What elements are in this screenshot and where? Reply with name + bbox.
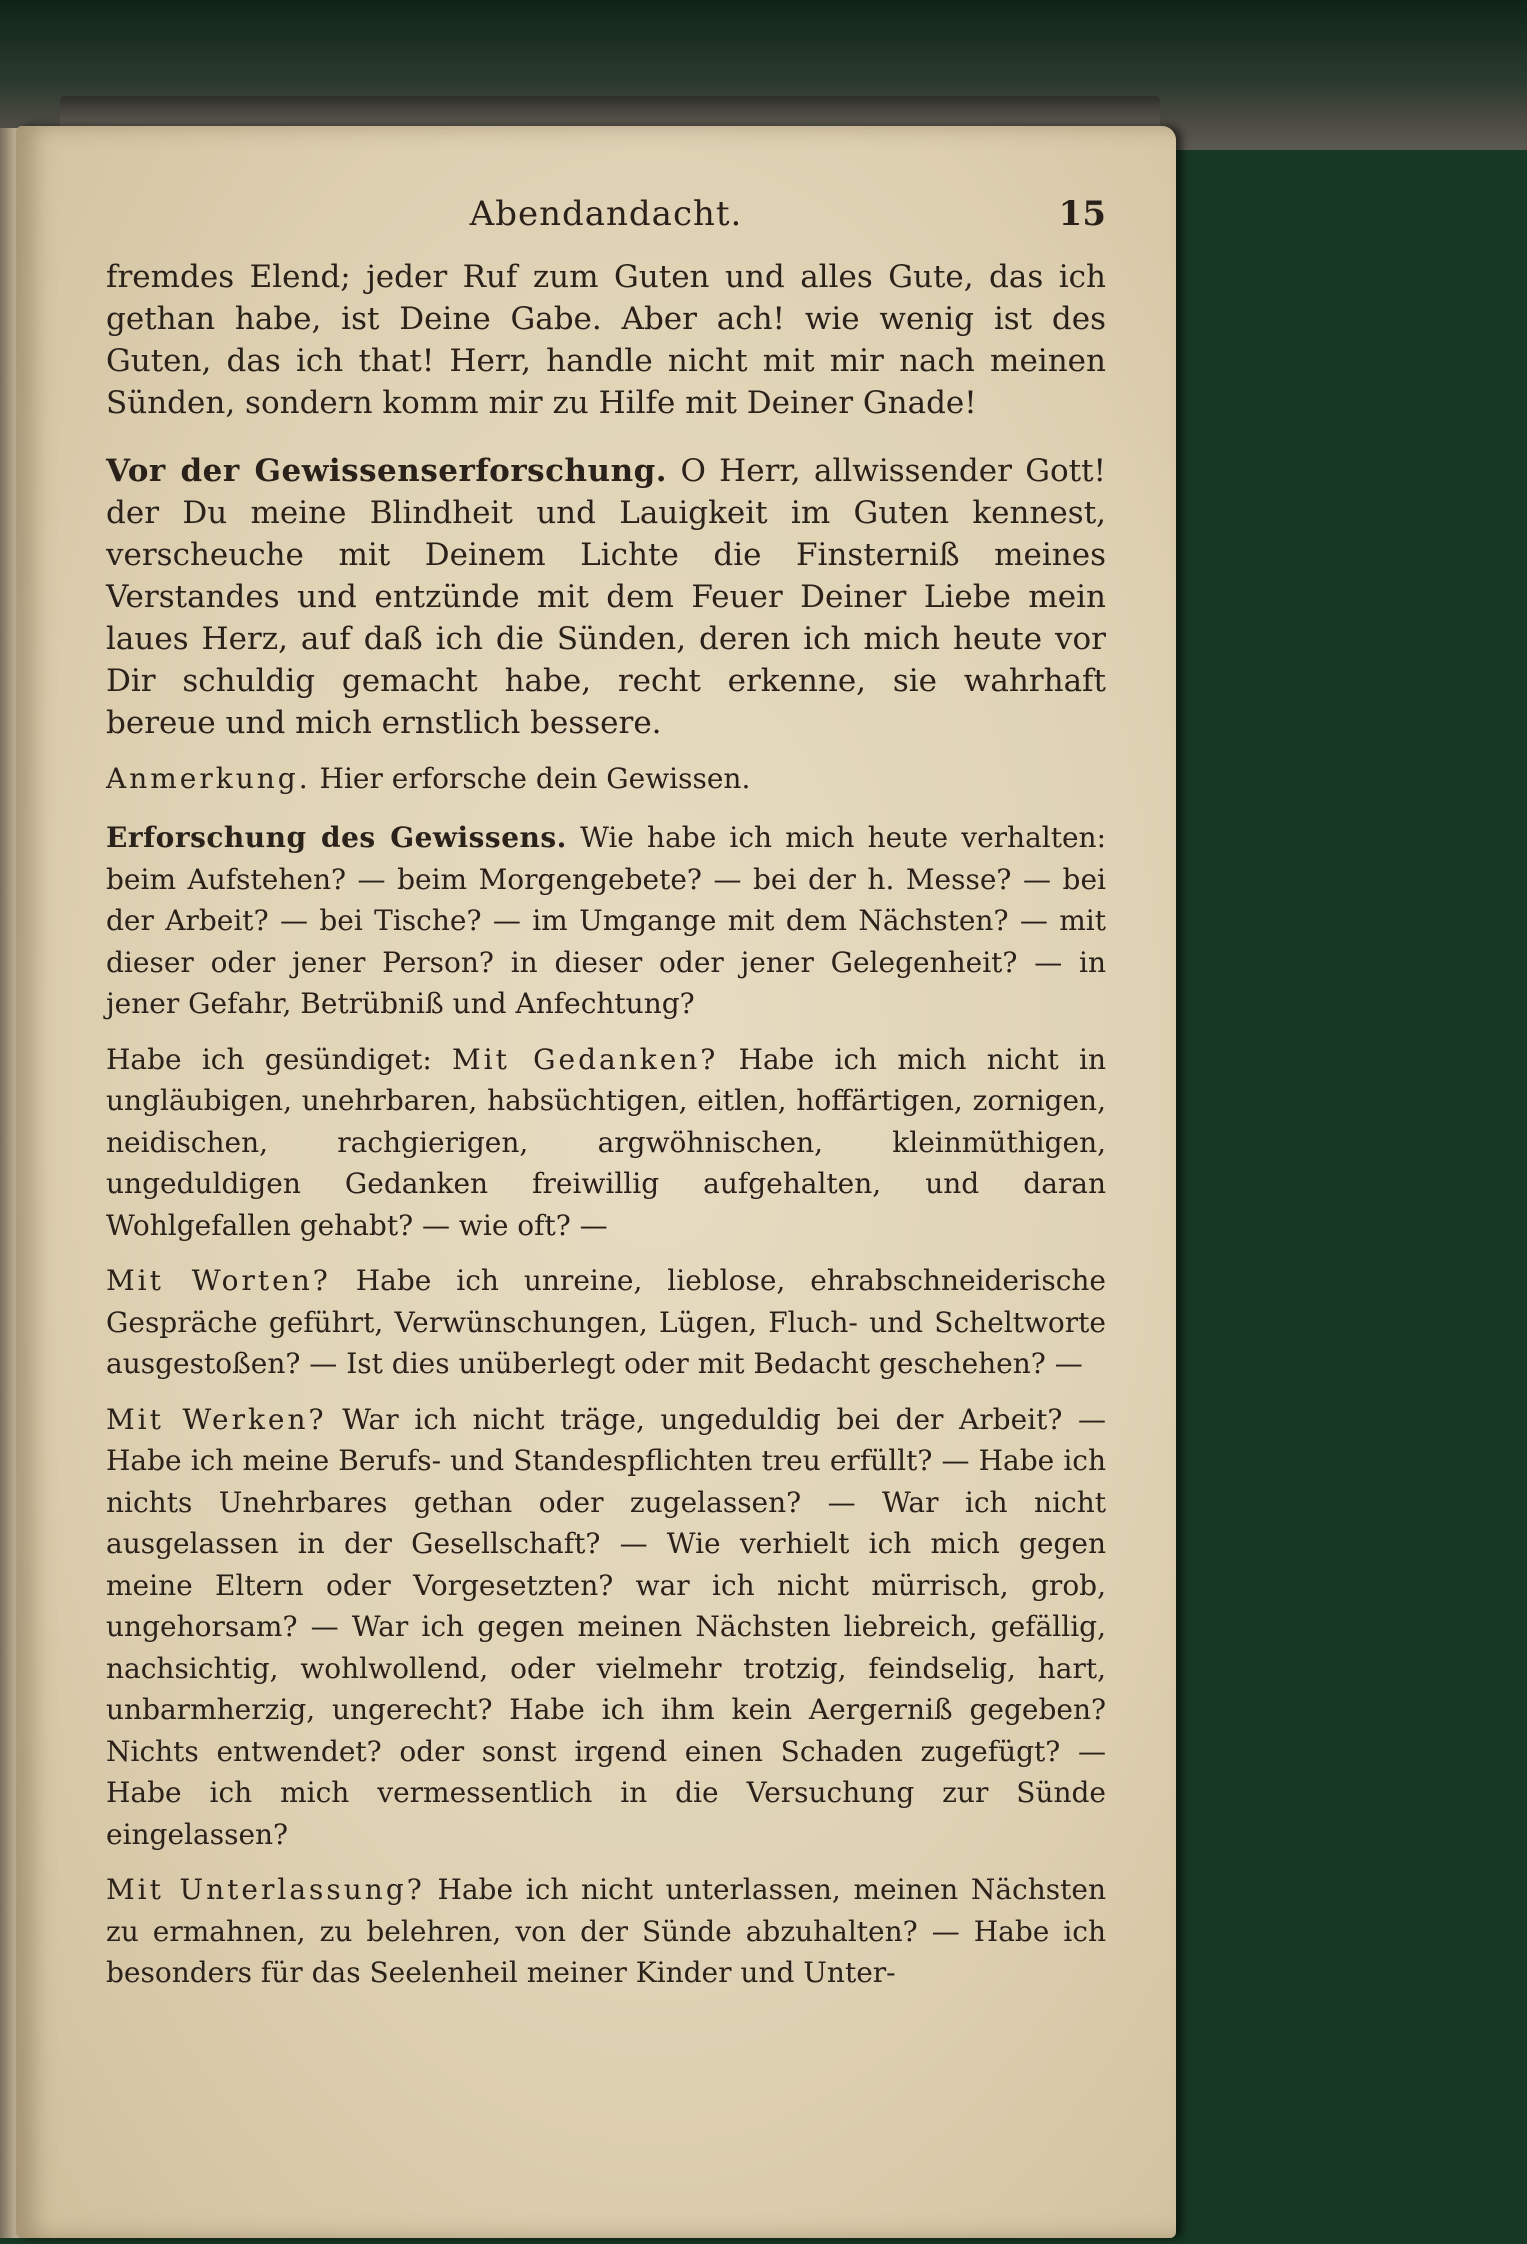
page-content	[106, 186, 1106, 2008]
running-head: Abendandacht.	[469, 194, 743, 234]
page-number: 15	[1058, 194, 1106, 234]
paragraph-text: O Herr, allwissender Gott! der Du meine Blindheit und Lauigkeit im Guten kennest, verscheuche mit Deinem Lichte die Finsterniß meines Verstandes und entzünde mit dem Feuer Deiner Liebe mein laues Herz, auf daß ich die Sünden, deren ich mich heute vor Dir schuldig gemacht habe, recht erkenne, sie wahrhaft bereue und mich ernstlich bessere.	[106, 453, 1107, 741]
page-header	[106, 186, 1106, 256]
section-heading: Erforschung des Gewissens.	[106, 821, 567, 854]
paragraph-unterlassung	[106, 1869, 1106, 1994]
paragraph-erforschung	[106, 817, 1106, 1025]
subheading-worten: Mit Worten?	[106, 1264, 331, 1297]
paragraph-lead: Habe ich gesündiget:	[106, 1042, 432, 1076]
note	[106, 762, 1106, 795]
paragraph-text: Habe ich unreine, lieblose, ehrabschneiderische Gespräche geführt, Verwünschungen, Lügen, Fluch- und Scheltworte ausgestoßen? — Ist dies unüberlegt oder mit Bedacht geschehen? —	[106, 1264, 1106, 1380]
book-page	[16, 126, 1176, 2238]
section-heading: Vor der Gewissenserforschung.	[106, 453, 668, 489]
paragraph-gedanken	[106, 1039, 1106, 1247]
subheading-gedanken: Mit Gedanken?	[452, 1042, 719, 1076]
note-text: Hier erforsche dein Gewissen.	[319, 762, 751, 795]
subheading-unterlassung: Mit Unterlassung?	[106, 1873, 425, 1906]
paragraph-text: Wie habe ich mich heute verhalten: beim Aufstehen? — beim Morgengebete? — bei der h. Messe? — bei der Arbeit? — bei Tische? — im Umgange mit dem Nächsten? — mit dieser oder jener Person? in dieser oder jener Gelegenheit? — in jener Gefahr, Betrübniß und Anfechtung?	[106, 821, 1106, 1020]
paragraph-1: fremdes Elend; jeder Ruf zum Guten und alles Gute, das ich gethan habe, ist Deine Gabe. Aber ach! wie wenig ist des Guten, das ich that! Herr, handle nicht mit mir nach meinen Sünden, sondern komm mir zu Hilfe mit Deiner Gnade!	[106, 259, 1106, 421]
paragraph-gewissenserforschung	[106, 450, 1106, 744]
paragraph-text: War ich nicht träge, ungeduldig bei der Arbeit? — Habe ich meine Berufs- und Standespflichten treu erfüllt? — Habe ich nichts Unehrbares gethan oder zugelassen? — War ich nicht ausgelassen in der Gesellschaft? — Wie verhielt ich mich gegen meine Eltern oder Vorgesetzten? war ich nicht mürrisch, grob, ungehorsam? — War ich gegen meinen Nächsten liebreich, gefällig, nachsichtig, wohlwollend, oder vielmehr trotzig, feindselig, hart, unbarmherzig, ungerecht? Habe ich ihm kein Aergerniß gegeben? Nichts entwendet? oder sonst irgend einen Schaden zugefügt? — Habe ich mich vermessentlich in die Versuchung zur Sünde eingelassen?	[106, 1402, 1107, 1851]
note-label: Anmerkung.	[106, 762, 311, 795]
paragraph-text: Habe ich nicht unterlassen, meinen Nächsten zu ermahnen, zu belehren, von der Sünde abzuhalten? — Habe ich besonders für das Seelenheil meiner Kinder und Unter-	[106, 1873, 1106, 1989]
paragraph-text: Habe ich mich nicht in ungläubigen, unehrbaren, habsüchtigen, eitlen, hoffärtigen, zornigen, neidischen, rachgierigen, argwöhnischen, kleinmüthigen, ungeduldigen Gedanken freiwillig aufgehalten, und daran Wohlgefallen gehabt? — wie oft? —	[106, 1042, 1106, 1242]
examination-section	[106, 817, 1106, 1994]
paragraph-werken	[106, 1399, 1106, 1856]
subheading-werken: Mit Werken?	[106, 1402, 327, 1436]
paragraph-worten	[106, 1260, 1106, 1385]
